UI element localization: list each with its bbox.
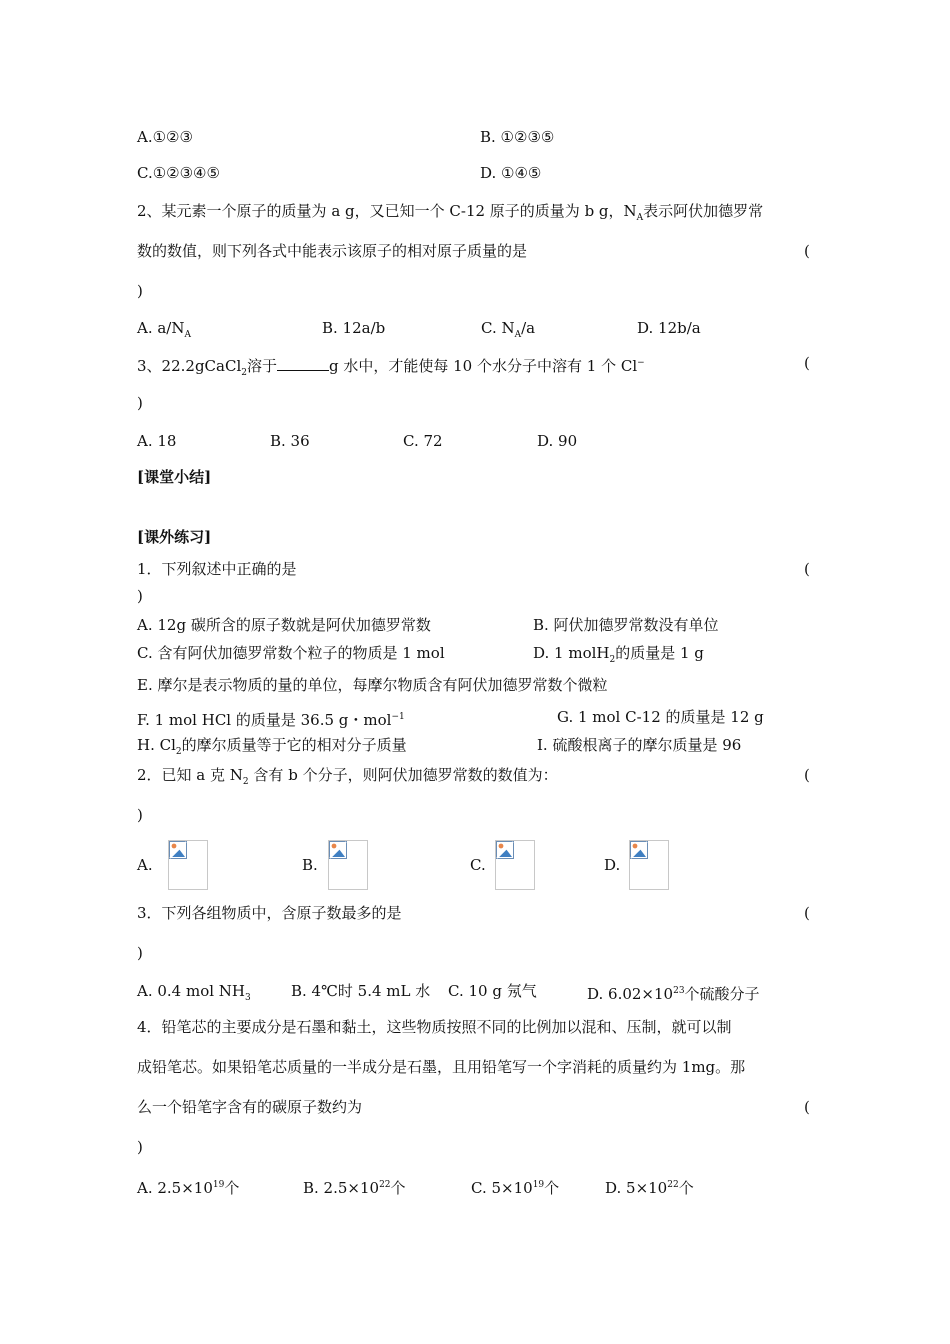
e1-option-i: I. 硫酸根离子的摩尔质量是 96 — [537, 736, 742, 754]
e2-option-b-image — [328, 840, 368, 890]
e3-stem: 3．下列各组物质中，含原子数最多的是 — [137, 904, 402, 922]
e2-answer-paren-close: ) — [137, 806, 143, 824]
q2-answer-paren-close: ) — [137, 282, 143, 300]
e2-option-c-label: C. — [470, 856, 486, 874]
e1-stem: 1．下列叙述中正确的是 — [137, 560, 297, 578]
q1-option-b: B. ①②③⑤ — [480, 128, 555, 146]
q3-option-b: B. 36 — [270, 432, 310, 450]
e2-option-d-image — [629, 840, 669, 890]
e2-answer-paren-open: ( — [804, 766, 810, 784]
e4-option-b: B. $2.5\times 10^{22}$个 — [303, 1179, 406, 1197]
e3-option-d: D. $6.02\times 10^{23}$个硫酸分子 — [587, 985, 760, 1003]
q2-option-c: C. $N_A/a$ — [481, 319, 536, 340]
e4-answer-paren-open: ( — [804, 1098, 810, 1116]
e2-option-c-image — [495, 840, 535, 890]
q1-option-a: A.①②③ — [137, 128, 193, 146]
q3-stem: 3、22.2gCaCl$_2$溶于 g 水中，才能使每 10 个水分子中溶有 1 个 Cl− — [137, 357, 645, 378]
q3-option-d: D. 90 — [537, 432, 578, 450]
e1-option-c: C. 含有阿伏加德罗常数个粒子的物质是 1 mol — [137, 644, 445, 662]
broken-image-icon — [329, 841, 347, 859]
e4-stem-line3: 么一个铅笔字含有的碳原子数约为 — [137, 1098, 363, 1116]
q2-answer-paren-open: ( — [804, 242, 810, 260]
e4-stem-line1: 4．铅笔芯的主要成分是石墨和黏土，这些物质按照不同的比例加以混和、压制，就可以制 — [137, 1018, 732, 1036]
q1-option-c: C.①②③④⑤ — [137, 164, 220, 182]
q2-stem-line2: 数的数值，则下列各式中能表示该原子的相对原子质量的是 — [137, 242, 528, 260]
q2-option-b: B. 12a/b — [322, 319, 386, 337]
q3-answer-blank[interactable] — [277, 356, 329, 371]
q3-answer-paren-close: ) — [137, 394, 143, 412]
broken-image-icon — [630, 841, 648, 859]
section-extra-practice: [课外练习] — [137, 528, 212, 546]
e3-answer-paren-open: ( — [804, 904, 810, 922]
e2-option-b-label: B. — [302, 856, 318, 874]
e1-option-f: F. 1 mol HCl 的质量是 36.5 g・mol$^{-1}$ — [137, 711, 405, 729]
e2-option-a-label: A. — [137, 856, 153, 874]
q3-option-c: C. 72 — [403, 432, 443, 450]
e3-option-b: B. 4℃时 5.4 mL 水 — [291, 982, 431, 1000]
e1-option-d: D. 1 molH$_2$的质量是 1 g — [533, 644, 704, 665]
e1-answer-paren-open: ( — [804, 560, 810, 578]
q2-stem-line1: 2、某元素一个原子的质量为 a g，又已知一个 C-12 原子的质量为 b g，$N_A$表示阿伏加德罗常 — [137, 202, 764, 223]
q2-option-d: D. 12b/a — [637, 319, 701, 337]
e1-option-a: A. 12g 碳所含的原子数就是阿伏加德罗常数 — [137, 616, 431, 634]
section-class-summary: [课堂小结] — [137, 468, 212, 486]
e1-answer-paren-close: ) — [137, 587, 143, 605]
e4-answer-paren-close: ) — [137, 1138, 143, 1156]
e1-option-e: E. 摩尔是表示物质的量的单位，每摩尔物质含有阿伏加德罗常数个微粒 — [137, 676, 608, 694]
q3-answer-paren-open: ( — [804, 354, 810, 372]
q1-option-d: D. ①④⑤ — [480, 164, 542, 182]
e3-answer-paren-close: ) — [137, 944, 143, 962]
e4-option-a: A. $2.5\times 10^{19}$个 — [137, 1179, 240, 1197]
e1-option-h: H. $Cl_2$的摩尔质量等于它的相对分子质量 — [137, 736, 407, 757]
broken-image-icon — [169, 841, 187, 859]
e1-option-g: G. 1 mol C-12 的质量是 12 g — [557, 708, 764, 726]
e4-option-d: D. $5\times 10^{22}$个 — [605, 1179, 694, 1197]
e4-stem-line2: 成铅笔芯。如果铅笔芯质量的一半成分是石墨，且用铅笔写一个字消耗的质量约为 1mg。那 — [137, 1058, 746, 1076]
broken-image-icon — [496, 841, 514, 859]
e2-stem: 2．已知 a 克 $N_2$ 含有 b 个分子，则阿伏加德罗常数的数值为： — [137, 766, 558, 787]
e2-option-d-label: D. — [604, 856, 621, 874]
e4-option-c: C. $5\times 10^{19}$个 — [471, 1179, 560, 1197]
e2-option-a-image — [168, 840, 208, 890]
e3-option-a: A. 0.4 mol $NH_3$ — [137, 982, 251, 1003]
q2-option-a: A. $a/N_A$ — [137, 319, 191, 340]
q3-option-a: A. 18 — [137, 432, 177, 450]
e1-option-b: B. 阿伏加德罗常数没有单位 — [533, 616, 719, 634]
e3-option-c: C. 10 g 氖气 — [448, 982, 537, 1000]
